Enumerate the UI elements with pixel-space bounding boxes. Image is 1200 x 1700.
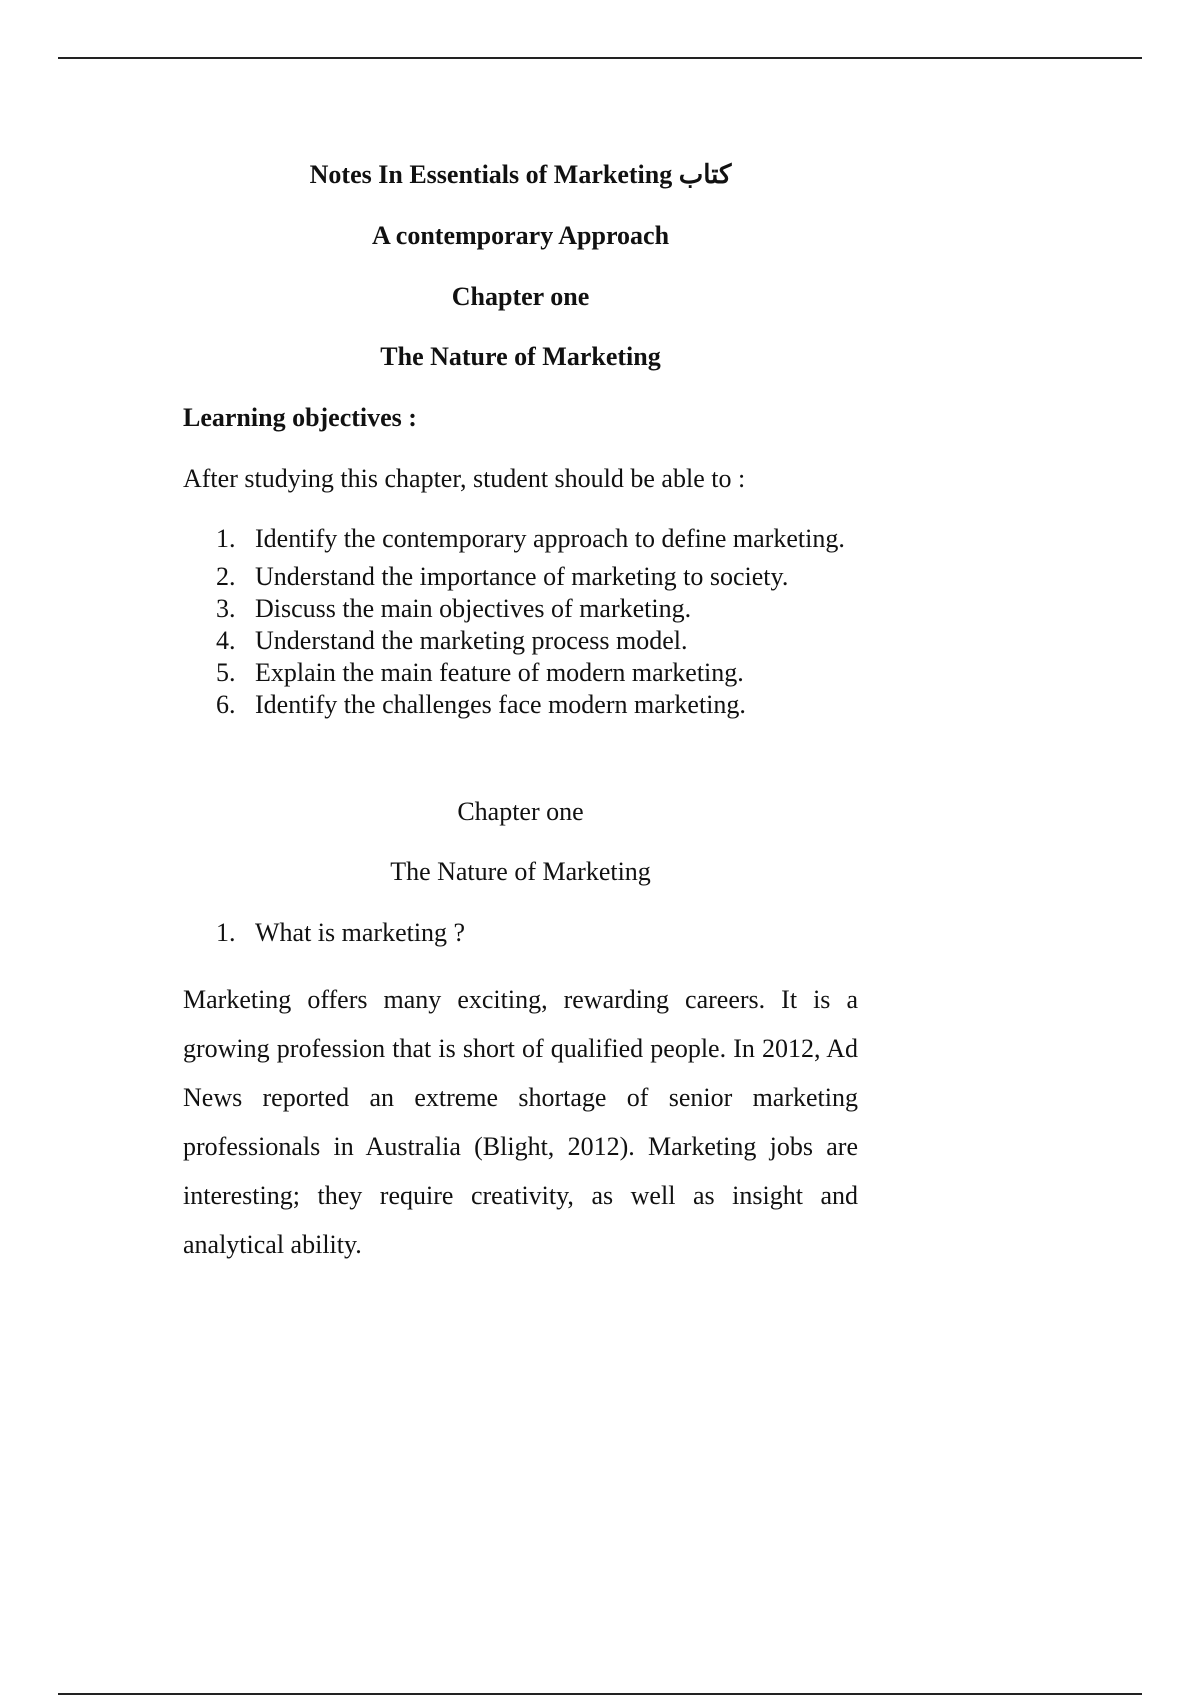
objective-item [216, 689, 858, 721]
objective-text: Discuss the main objectives of marketing. [255, 594, 692, 623]
question-text: What is marketing ? [255, 918, 466, 947]
objectives-list [216, 523, 858, 721]
document-subtitle: A contemporary Approach [371, 221, 670, 250]
objective-text: Identify the challenges face modern marketing. [255, 690, 746, 719]
objective-number: 2. [216, 562, 236, 591]
learning-objectives-heading: Learning objectives : [183, 403, 417, 432]
section-question [216, 918, 465, 948]
section-chapter-label: Chapter one [457, 797, 584, 826]
question-number: 1. [216, 918, 236, 947]
objective-number: 1. [216, 524, 236, 553]
objective-text: Explain the main feature of modern marketing. [255, 658, 744, 687]
document-title: Notes In Essentials of Marketing كتاب [309, 160, 732, 189]
objective-text: Identify the contemporary approach to define marketing. [255, 524, 845, 553]
chapter-label: Chapter one [451, 282, 590, 311]
objective-number: 4. [216, 626, 236, 655]
objective-text: Understand the importance of marketing to society. [255, 562, 789, 591]
objective-item [216, 593, 858, 625]
body-paragraph: Marketing offers many exciting, rewarding careers. It is a growing profession that is short of qualified people. In 2012, Ad News reported an extreme shortage of senior marketing professionals in Australia (Blight, 2012). Marketing jobs are interesting; they require creativity, as well as insight and analytical ability. [183, 985, 858, 1259]
objectives-intro: After studying this chapter, student should be able to : [183, 464, 746, 493]
bottom-rule [58, 1693, 1142, 1695]
objective-item [216, 657, 858, 689]
chapter-title: The Nature of Marketing [380, 342, 661, 371]
objective-text: Understand the marketing process model. [255, 626, 688, 655]
section-chapter-title: The Nature of Marketing [390, 857, 651, 886]
objective-number: 5. [216, 658, 236, 687]
objective-item [216, 561, 858, 593]
objective-number: 6. [216, 690, 236, 719]
objective-item [216, 515, 858, 563]
objective-item [216, 625, 858, 657]
objective-number: 3. [216, 594, 236, 623]
top-rule [58, 57, 1142, 59]
